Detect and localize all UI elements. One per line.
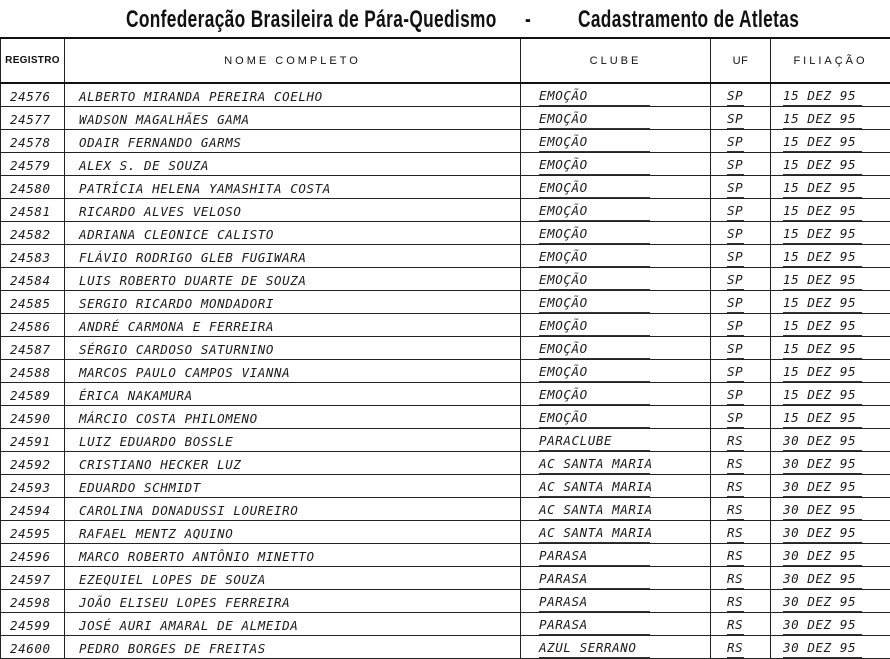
cell-clube xyxy=(521,452,711,475)
cell-uf-value: SP xyxy=(727,272,744,290)
cell-registro-value: 24580 xyxy=(10,181,64,198)
cell-filiacao-value: 15 DEZ 95 xyxy=(783,318,862,336)
cell-nome xyxy=(65,130,521,153)
cell-registro-value: 24583 xyxy=(10,250,64,267)
cell-registro-value: 24578 xyxy=(10,135,64,152)
cell-registro xyxy=(1,176,65,199)
cell-uf-value: SP xyxy=(727,341,744,359)
cell-clube-value: EMOÇÃO xyxy=(539,364,650,382)
cell-filiacao xyxy=(771,176,890,199)
cell-uf xyxy=(711,383,771,406)
cell-registro xyxy=(1,83,65,107)
cell-clube xyxy=(521,222,711,245)
cell-registro xyxy=(1,245,65,268)
cell-nome-value: CRISTIANO HECKER LUZ xyxy=(79,457,520,474)
cell-clube-value: EMOÇÃO xyxy=(539,318,650,336)
cell-filiacao xyxy=(771,475,890,498)
cell-registro-value: 24594 xyxy=(10,503,64,520)
cell-registro xyxy=(1,452,65,475)
cell-registro-value: 24584 xyxy=(10,273,64,290)
cell-uf xyxy=(711,452,771,475)
cell-nome xyxy=(65,83,521,107)
table-row xyxy=(1,613,890,636)
table-row xyxy=(1,130,890,153)
cell-clube-value: EMOÇÃO xyxy=(539,272,650,290)
cell-clube xyxy=(521,521,711,544)
cell-uf-value: SP xyxy=(727,249,744,267)
cell-registro xyxy=(1,130,65,153)
cell-filiacao-value: 15 DEZ 95 xyxy=(783,387,862,405)
cell-filiacao-value: 30 DEZ 95 xyxy=(783,548,862,566)
cell-nome-value: EZEQUIEL LOPES DE SOUZA xyxy=(79,572,520,589)
cell-clube xyxy=(521,176,711,199)
cell-filiacao-value: 30 DEZ 95 xyxy=(783,479,862,497)
cell-registro-value: 24589 xyxy=(10,388,64,405)
cell-uf-value: SP xyxy=(727,88,744,106)
cell-nome-value: FLÁVIO RODRIGO GLEB FUGIWARA xyxy=(79,250,520,267)
cell-filiacao xyxy=(771,153,890,176)
cell-filiacao xyxy=(771,544,890,567)
cell-clube xyxy=(521,544,711,567)
cell-filiacao xyxy=(771,268,890,291)
cell-filiacao-value: 30 DEZ 95 xyxy=(783,433,862,451)
cell-clube xyxy=(521,337,711,360)
cell-uf xyxy=(711,429,771,452)
cell-uf xyxy=(711,153,771,176)
cell-clube-value: PARASA xyxy=(539,571,650,589)
cell-uf-value: SP xyxy=(727,387,744,405)
cell-clube-value: PARASA xyxy=(539,548,650,566)
cell-registro-value: 24587 xyxy=(10,342,64,359)
cell-registro-value: 24586 xyxy=(10,319,64,336)
cell-registro-value: 24597 xyxy=(10,572,64,589)
cell-filiacao xyxy=(771,613,890,636)
cell-clube-value: AC SANTA MARIA xyxy=(539,479,650,497)
cell-uf xyxy=(711,130,771,153)
cell-nome xyxy=(65,521,521,544)
cell-nome-value: MARCO ROBERTO ANTÔNIO MINETTO xyxy=(79,549,520,566)
cell-filiacao-value: 15 DEZ 95 xyxy=(783,111,862,129)
table-row xyxy=(1,245,890,268)
cell-uf-value: SP xyxy=(727,226,744,244)
cell-uf xyxy=(711,199,771,222)
cell-registro-value: 24595 xyxy=(10,526,64,543)
cell-nome-value: JOSÉ AURI AMARAL DE ALMEIDA xyxy=(79,618,520,635)
cell-clube xyxy=(521,590,711,613)
cell-registro xyxy=(1,268,65,291)
cell-clube-value: EMOÇÃO xyxy=(539,203,650,221)
cell-filiacao xyxy=(771,222,890,245)
table-row xyxy=(1,590,890,613)
header-clube: CLUBE xyxy=(521,38,711,83)
cell-nome-value: MÁRCIO COSTA PHILOMENO xyxy=(79,411,520,428)
cell-registro-value: 24598 xyxy=(10,595,64,612)
cell-filiacao-value: 15 DEZ 95 xyxy=(783,180,862,198)
cell-clube-value: PARASA xyxy=(539,594,650,612)
cell-clube-value: AZUL SERRANO xyxy=(539,640,650,658)
cell-clube xyxy=(521,613,711,636)
cell-nome xyxy=(65,314,521,337)
cell-registro-value: 24579 xyxy=(10,158,64,175)
cell-filiacao-value: 30 DEZ 95 xyxy=(783,571,862,589)
cell-nome-value: PEDRO BORGES DE FREITAS xyxy=(79,641,520,658)
cell-clube-value: EMOÇÃO xyxy=(539,111,650,129)
cell-nome xyxy=(65,383,521,406)
cell-filiacao-value: 30 DEZ 95 xyxy=(783,617,862,635)
cell-filiacao-value: 15 DEZ 95 xyxy=(783,134,862,152)
cell-uf xyxy=(711,475,771,498)
cell-clube xyxy=(521,498,711,521)
cell-filiacao-value: 30 DEZ 95 xyxy=(783,502,862,520)
cell-registro-value: 24591 xyxy=(10,434,64,451)
cell-nome xyxy=(65,406,521,429)
cell-uf xyxy=(711,222,771,245)
cell-registro-value: 24577 xyxy=(10,112,64,129)
cell-registro-value: 24581 xyxy=(10,204,64,221)
cell-clube xyxy=(521,268,711,291)
cell-uf xyxy=(711,613,771,636)
cell-registro-value: 24590 xyxy=(10,411,64,428)
cell-filiacao xyxy=(771,245,890,268)
table-row xyxy=(1,452,890,475)
table-row xyxy=(1,383,890,406)
table-row xyxy=(1,567,890,590)
cell-uf-value: RS xyxy=(727,525,744,543)
cell-uf-value: RS xyxy=(727,502,744,520)
cell-nome-value: ADRIANA CLEONICE CALISTO xyxy=(79,227,520,244)
cell-uf-value: SP xyxy=(727,157,744,175)
title-organization: Confederação Brasileira de Pára-Quedismo xyxy=(126,6,497,34)
cell-clube-value: AC SANTA MARIA xyxy=(539,502,650,520)
cell-filiacao xyxy=(771,83,890,107)
cell-clube xyxy=(521,245,711,268)
cell-registro-value: 24582 xyxy=(10,227,64,244)
table-row xyxy=(1,360,890,383)
cell-uf xyxy=(711,245,771,268)
table-row xyxy=(1,521,890,544)
cell-uf-value: RS xyxy=(727,617,744,635)
cell-registro-value: 24600 xyxy=(10,641,64,658)
cell-clube-value: EMOÇÃO xyxy=(539,88,650,106)
cell-filiacao xyxy=(771,360,890,383)
table-row xyxy=(1,337,890,360)
cell-clube-value: EMOÇÃO xyxy=(539,157,650,175)
cell-nome xyxy=(65,337,521,360)
cell-nome xyxy=(65,268,521,291)
table-row xyxy=(1,475,890,498)
cell-registro xyxy=(1,314,65,337)
table-row xyxy=(1,222,890,245)
cell-nome xyxy=(65,590,521,613)
table-row xyxy=(1,107,890,130)
cell-registro xyxy=(1,107,65,130)
cell-filiacao xyxy=(771,636,890,659)
cell-uf xyxy=(711,360,771,383)
cell-nome-value: RAFAEL MENTZ AQUINO xyxy=(79,526,520,543)
cell-clube-value: EMOÇÃO xyxy=(539,249,650,267)
cell-uf xyxy=(711,406,771,429)
cell-clube xyxy=(521,429,711,452)
cell-clube xyxy=(521,291,711,314)
cell-nome-value: SÉRGIO CARDOSO SATURNINO xyxy=(79,342,520,359)
cell-nome xyxy=(65,176,521,199)
cell-registro xyxy=(1,199,65,222)
cell-registro xyxy=(1,222,65,245)
cell-uf xyxy=(711,544,771,567)
cell-registro-value: 24596 xyxy=(10,549,64,566)
cell-clube xyxy=(521,360,711,383)
table-row xyxy=(1,544,890,567)
cell-filiacao xyxy=(771,199,890,222)
cell-filiacao xyxy=(771,498,890,521)
cell-clube-value: EMOÇÃO xyxy=(539,134,650,152)
cell-clube-value: AC SANTA MARIA xyxy=(539,456,650,474)
cell-nome-value: LUIZ EDUARDO BOSSLE xyxy=(79,434,520,451)
cell-uf xyxy=(711,83,771,107)
cell-registro xyxy=(1,475,65,498)
cell-uf-value: RS xyxy=(727,640,744,658)
title-subject: Cadastramento de Atletas xyxy=(578,6,799,34)
cell-nome-value: PATRÍCIA HELENA YAMASHITA COSTA xyxy=(79,181,520,198)
cell-registro-value: 24593 xyxy=(10,480,64,497)
cell-clube xyxy=(521,567,711,590)
cell-filiacao-value: 30 DEZ 95 xyxy=(783,640,862,658)
header-nome: NOME COMPLETO xyxy=(65,38,521,83)
cell-clube xyxy=(521,314,711,337)
cell-clube xyxy=(521,83,711,107)
cell-clube xyxy=(521,636,711,659)
cell-registro xyxy=(1,567,65,590)
cell-uf-value: SP xyxy=(727,134,744,152)
header-registro: REGISTRO xyxy=(1,38,65,83)
cell-filiacao-value: 30 DEZ 95 xyxy=(783,456,862,474)
cell-nome xyxy=(65,245,521,268)
cell-nome xyxy=(65,107,521,130)
cell-registro-value: 24576 xyxy=(10,89,64,106)
cell-registro xyxy=(1,383,65,406)
cell-uf xyxy=(711,636,771,659)
cell-uf-value: RS xyxy=(727,479,744,497)
cell-registro xyxy=(1,544,65,567)
cell-nome-value: WADSON MAGALHÃES GAMA xyxy=(79,112,520,129)
cell-filiacao xyxy=(771,590,890,613)
table-row xyxy=(1,83,890,107)
cell-clube-value: EMOÇÃO xyxy=(539,387,650,405)
cell-clube-value: PARASA xyxy=(539,617,650,635)
cell-registro xyxy=(1,360,65,383)
cell-filiacao xyxy=(771,383,890,406)
cell-filiacao xyxy=(771,406,890,429)
table-row xyxy=(1,291,890,314)
cell-nome xyxy=(65,475,521,498)
cell-nome xyxy=(65,613,521,636)
cell-uf xyxy=(711,337,771,360)
cell-uf xyxy=(711,521,771,544)
cell-registro xyxy=(1,590,65,613)
cell-nome-value: EDUARDO SCHMIDT xyxy=(79,480,520,497)
cell-nome xyxy=(65,429,521,452)
cell-clube-value: PARACLUBE xyxy=(539,433,650,451)
cell-registro xyxy=(1,429,65,452)
cell-clube xyxy=(521,153,711,176)
cell-nome-value: ODAIR FERNANDO GARMS xyxy=(79,135,520,152)
cell-uf-value: SP xyxy=(727,203,744,221)
table-row xyxy=(1,429,890,452)
cell-uf xyxy=(711,314,771,337)
cell-filiacao xyxy=(771,291,890,314)
cell-uf-value: SP xyxy=(727,364,744,382)
athletes-table xyxy=(0,37,890,659)
cell-nome-value: ALEX S. DE SOUZA xyxy=(79,158,520,175)
header-filiacao: FILIAÇÃO xyxy=(771,38,890,83)
table-row xyxy=(1,153,890,176)
cell-registro-value: 24599 xyxy=(10,618,64,635)
cell-filiacao xyxy=(771,314,890,337)
table-row xyxy=(1,199,890,222)
cell-filiacao-value: 15 DEZ 95 xyxy=(783,364,862,382)
cell-filiacao xyxy=(771,521,890,544)
cell-nome-value: CAROLINA DONADUSSI LOUREIRO xyxy=(79,503,520,520)
cell-uf xyxy=(711,567,771,590)
cell-filiacao xyxy=(771,452,890,475)
cell-nome-value: JOÃO ELISEU LOPES FERREIRA xyxy=(79,595,520,612)
cell-uf-value: SP xyxy=(727,410,744,428)
cell-uf-value: RS xyxy=(727,571,744,589)
cell-nome xyxy=(65,222,521,245)
cell-nome-value: ÉRICA NAKAMURA xyxy=(79,388,520,405)
cell-clube xyxy=(521,130,711,153)
cell-nome xyxy=(65,544,521,567)
page-title xyxy=(0,4,890,38)
cell-nome-value: LUIS ROBERTO DUARTE DE SOUZA xyxy=(79,273,520,290)
cell-nome xyxy=(65,153,521,176)
cell-nome xyxy=(65,636,521,659)
cell-clube xyxy=(521,107,711,130)
cell-uf xyxy=(711,176,771,199)
cell-clube-value: EMOÇÃO xyxy=(539,295,650,313)
cell-uf xyxy=(711,107,771,130)
cell-filiacao-value: 15 DEZ 95 xyxy=(783,157,862,175)
header-uf: UF xyxy=(711,38,771,83)
cell-filiacao-value: 30 DEZ 95 xyxy=(783,525,862,543)
cell-nome-value: SERGIO RICARDO MONDADORI xyxy=(79,296,520,313)
cell-registro xyxy=(1,153,65,176)
cell-clube-value: EMOÇÃO xyxy=(539,341,650,359)
cell-registro xyxy=(1,498,65,521)
table-header-row xyxy=(1,38,890,83)
cell-clube xyxy=(521,406,711,429)
cell-nome-value: RICARDO ALVES VELOSO xyxy=(79,204,520,221)
cell-registro xyxy=(1,337,65,360)
cell-uf-value: SP xyxy=(727,318,744,336)
cell-clube-value: EMOÇÃO xyxy=(539,410,650,428)
cell-filiacao xyxy=(771,429,890,452)
cell-clube xyxy=(521,199,711,222)
table-row xyxy=(1,314,890,337)
cell-filiacao-value: 30 DEZ 95 xyxy=(783,594,862,612)
cell-nome xyxy=(65,199,521,222)
cell-uf-value: RS xyxy=(727,594,744,612)
table-body xyxy=(1,83,890,659)
cell-filiacao-value: 15 DEZ 95 xyxy=(783,341,862,359)
cell-clube-value: EMOÇÃO xyxy=(539,226,650,244)
cell-uf xyxy=(711,498,771,521)
cell-filiacao-value: 15 DEZ 95 xyxy=(783,249,862,267)
cell-uf xyxy=(711,291,771,314)
cell-uf-value: SP xyxy=(727,111,744,129)
cell-registro xyxy=(1,406,65,429)
cell-registro xyxy=(1,613,65,636)
cell-uf-value: RS xyxy=(727,548,744,566)
cell-uf-value: SP xyxy=(727,295,744,313)
cell-uf xyxy=(711,268,771,291)
cell-uf-value: SP xyxy=(727,180,744,198)
cell-filiacao xyxy=(771,337,890,360)
cell-filiacao-value: 15 DEZ 95 xyxy=(783,410,862,428)
cell-registro-value: 24588 xyxy=(10,365,64,382)
cell-nome xyxy=(65,452,521,475)
cell-uf-value: RS xyxy=(727,433,744,451)
cell-registro xyxy=(1,636,65,659)
cell-nome xyxy=(65,567,521,590)
cell-registro xyxy=(1,521,65,544)
cell-nome-value: MARCOS PAULO CAMPOS VIANNA xyxy=(79,365,520,382)
cell-filiacao-value: 15 DEZ 95 xyxy=(783,226,862,244)
cell-nome xyxy=(65,291,521,314)
cell-clube xyxy=(521,383,711,406)
title-separator: - xyxy=(525,6,531,34)
cell-filiacao xyxy=(771,107,890,130)
cell-registro xyxy=(1,291,65,314)
table-row xyxy=(1,406,890,429)
table-row xyxy=(1,176,890,199)
cell-filiacao-value: 15 DEZ 95 xyxy=(783,88,862,106)
cell-clube-value: AC SANTA MARIA xyxy=(539,525,650,543)
cell-registro-value: 24585 xyxy=(10,296,64,313)
cell-filiacao xyxy=(771,130,890,153)
table-row xyxy=(1,268,890,291)
cell-uf xyxy=(711,590,771,613)
cell-clube-value: EMOÇÃO xyxy=(539,180,650,198)
cell-nome xyxy=(65,360,521,383)
cell-nome-value: ALBERTO MIRANDA PEREIRA COELHO xyxy=(79,89,520,106)
cell-nome-value: ANDRÉ CARMONA E FERREIRA xyxy=(79,319,520,336)
table-row xyxy=(1,636,890,659)
cell-uf-value: RS xyxy=(727,456,744,474)
cell-registro-value: 24592 xyxy=(10,457,64,474)
cell-nome xyxy=(65,498,521,521)
cell-filiacao-value: 15 DEZ 95 xyxy=(783,272,862,290)
table-row xyxy=(1,498,890,521)
cell-filiacao xyxy=(771,567,890,590)
cell-filiacao-value: 15 DEZ 95 xyxy=(783,203,862,221)
cell-clube xyxy=(521,475,711,498)
cell-filiacao-value: 15 DEZ 95 xyxy=(783,295,862,313)
